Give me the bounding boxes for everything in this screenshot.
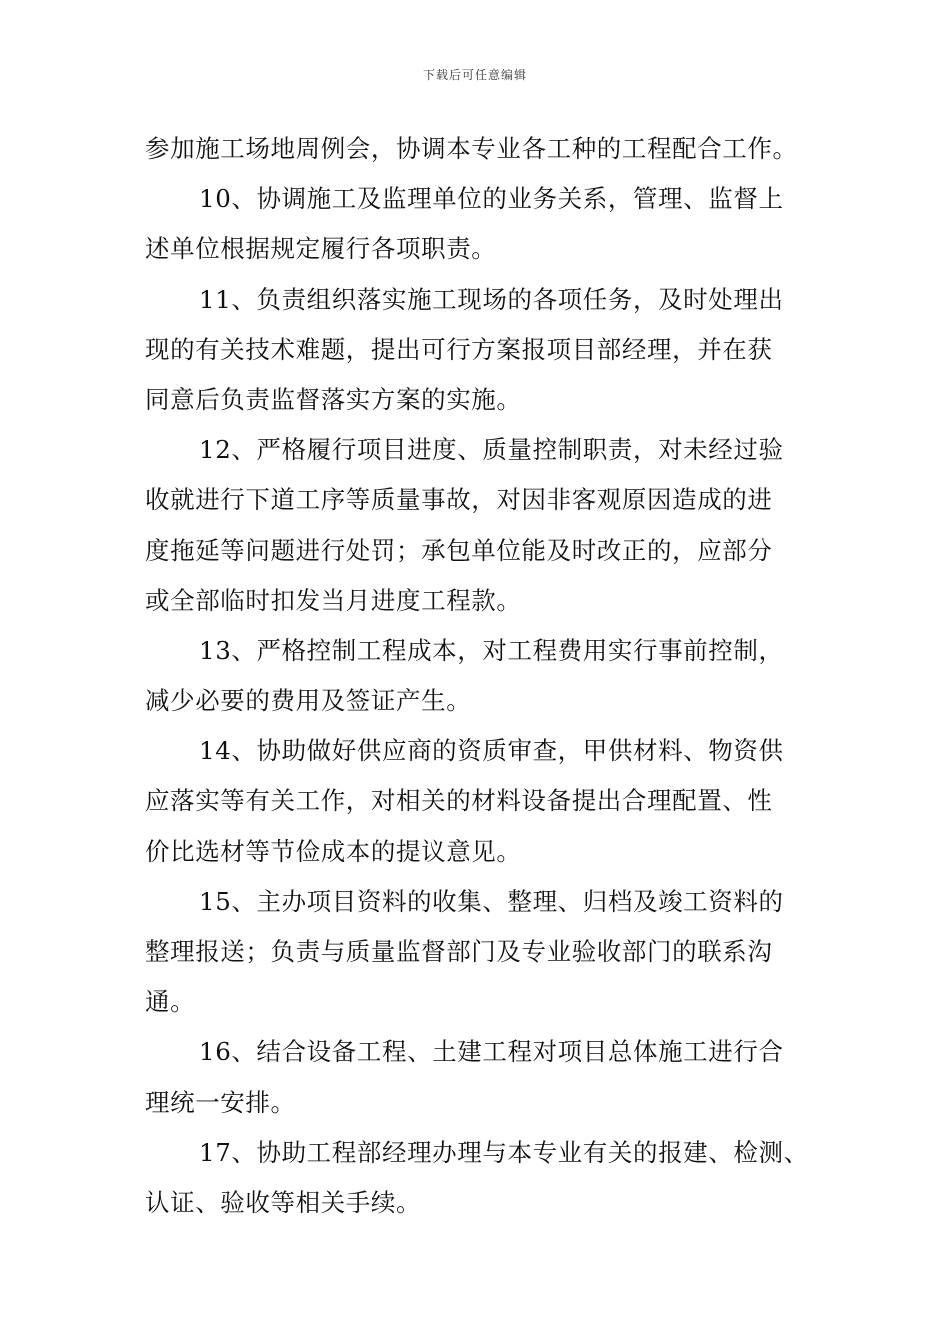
document-body [145, 124, 835, 1228]
text-line: 理统一安排。 [145, 1087, 296, 1117]
text-line: 参加施工场地周例会，协调本专业各工种的工程配合工作。 [145, 134, 798, 163]
page-header: 下载后可任意编辑 [422, 68, 527, 82]
text-line: 10、协调施工及监理单位的业务关系，管理、监督上 [199, 184, 784, 214]
text-line: 17、协助工程部经理办理与本专业有关的报建、检测、 [199, 1137, 809, 1167]
text-line: 收就进行下道工序等质量事故，对因非客观原因造成的进 [145, 485, 773, 515]
text-line: 14、协助做好供应商的资质审查，甲供材料、物资供 [199, 736, 784, 766]
text-line: 或全部临时扣发当月进度工程款。 [145, 585, 522, 615]
text-line: 认证、验收等相关手续。 [145, 1187, 422, 1217]
text-line: 价比选材等节俭成本的提议意见。 [145, 836, 522, 866]
text-line: 13、严格控制工程成本，对工程费用实行事前控制， [199, 635, 784, 665]
text-line: 述单位根据规定履行各项职责。 [145, 234, 497, 264]
text-line: 整理报送；负责与质量监督部门及专业验收部门的联系沟 [145, 937, 773, 966]
text-line: 同意后负责监督落实方案的实施。 [145, 384, 522, 414]
text-line: 减少必要的费用及签证产生。 [145, 686, 472, 716]
text-line: 度拖延等问题进行处罚；承包单位能及时改正的，应部分 [145, 535, 773, 565]
text-line: 15、主办项目资料的收集、整理、归档及竣工资料的 [199, 886, 784, 916]
text-line: 11、负责组织落实施工现场的各项任务，及时处理出 [199, 284, 784, 314]
text-line: 12、严格履行项目进度、质量控制职责，对未经过验 [199, 435, 784, 465]
text-line: 16、结合设备工程、土建工程对项目总体施工进行合 [199, 1037, 784, 1067]
text-line: 应落实等有关工作，对相关的材料设备提出合理配置、性 [145, 786, 773, 816]
text-line: 通。 [145, 987, 196, 1017]
text-line: 现的有关技术难题，提出可行方案报项目部经理，并在获 [145, 334, 773, 364]
